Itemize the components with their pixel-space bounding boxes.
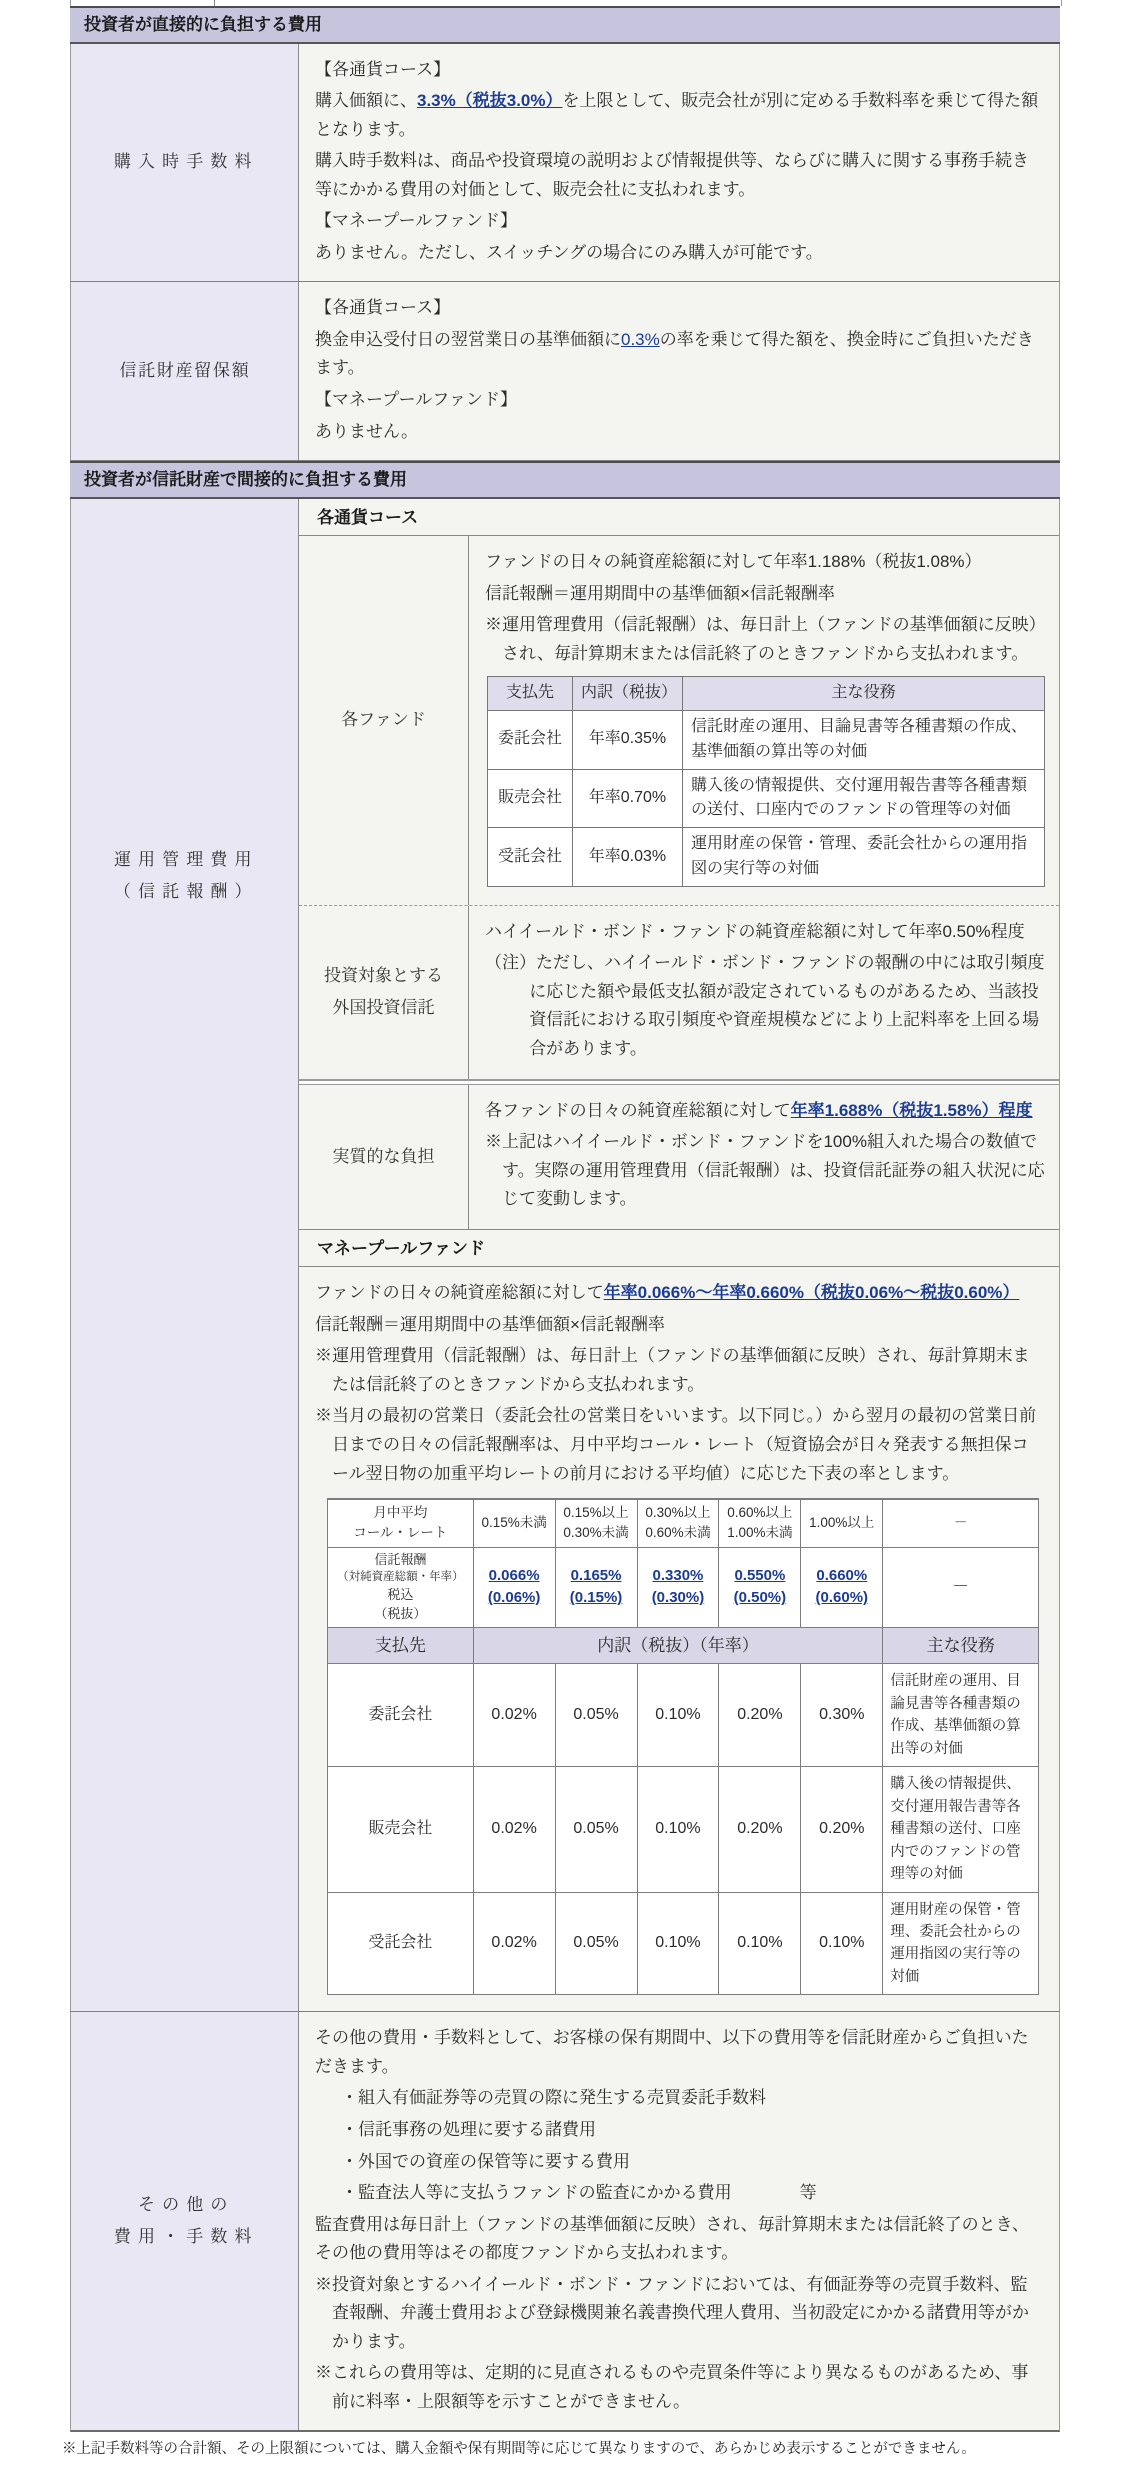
- table-row-itaku: [488, 711, 1045, 770]
- subrow-label-each-fund: [299, 536, 469, 905]
- paragraph-other-note2: ※これらの費用等は、定期的に見直されるものや売買条件等により異なるものがあるため、事前に料率・上限額等を示すことができません。: [315, 2363, 1029, 2411]
- column-header-payee: 支払先: [328, 1627, 474, 1664]
- text: 0.15%未満: [481, 1515, 547, 1531]
- text: 0.30%未満: [563, 1525, 629, 1541]
- subheading-currency-course: 【各通貨コース】: [315, 298, 451, 318]
- paragraph-mp-note1: ※運用管理費用（信託報酬）は、毎日計上（ファンドの基準価額に反映）され、毎計算期末または信託終了のときファンドから支払われます。: [315, 1346, 1030, 1394]
- text: 1.00%未満: [727, 1525, 793, 1541]
- paragraph-foreign-rate: ハイイールド・ボンド・ファンドの純資産総額に対して年率0.50%程度: [485, 921, 1025, 941]
- subrow-label-text: 各ファンド: [341, 710, 426, 730]
- rate-cell: 0.05%: [555, 1892, 637, 1995]
- payee-cell: 受託会社: [488, 828, 573, 887]
- text: (0.06%): [487, 1589, 541, 1607]
- rate-cell: 年率0.35%: [572, 711, 682, 770]
- row-content-other-fees: [299, 2012, 1059, 2430]
- row-purchase-fee: [70, 44, 1060, 283]
- payee-cell: 委託会社: [488, 711, 573, 770]
- text: (0.60%): [815, 1589, 869, 1607]
- table-row-hanbai: [488, 769, 1045, 828]
- emphasized-reserve-rate: 0.3%: [621, 329, 660, 349]
- subheading-money-pool: 【マネープールファンド】: [315, 389, 517, 409]
- subheading-currency-course: 【各通貨コース】: [315, 59, 451, 79]
- subrow-label-text: 外国投資信託: [332, 998, 435, 1018]
- text: の率を乗じて得た額を、換金時にご負担いただきます。: [315, 329, 1034, 378]
- row-management-fee: [70, 499, 1060, 2013]
- paragraph-reserve-none: ありません。: [315, 421, 419, 441]
- row-content-trust-reserve: [299, 282, 1059, 460]
- row-label-text: 購入時手数料: [113, 152, 259, 172]
- subrow-content-each-fund: [469, 536, 1059, 905]
- text: 0.30%以上: [645, 1505, 711, 1521]
- dash-cell: －: [883, 1499, 1039, 1547]
- text: （対純資産総額・年率）: [337, 1571, 464, 1584]
- text: 換金申込受付日の翌営業日の基準価額に: [315, 329, 621, 349]
- table-row-jutaku: [488, 828, 1045, 887]
- row-label-purchase-fee: [71, 44, 299, 282]
- paragraph-purchase-purpose: 購入時手数料は、商品や投資環境の説明および情報提供等、ならびに購入に関する事務手続き等にかかる費用の対価として、販売会社に支払われます。: [315, 151, 1029, 199]
- emphasized-actual-rate: 年率1.688%（税抜1.58%）程度: [790, 1100, 1033, 1120]
- text: コール・レート: [353, 1525, 448, 1541]
- emphasized-mp-rate: 年率0.066%～年率0.660%（税抜0.06%～税抜0.60%）: [603, 1283, 1020, 1303]
- paragraph-actual-note: ※上記はハイイールド・ボンド・ファンドを100%組入れた場合の数値です。実際の運用管理費用（信託報酬）は、投資信託証券の組入状況に応じて変動します。: [485, 1132, 1045, 1209]
- paragraph-fund-rate: ファンドの日々の純資産総額に対して年率1.188%（税抜1.08%）: [485, 552, 982, 572]
- paragraph-mp-formula: 信託報酬＝運用期間中の基準価額×信託報酬率: [315, 1314, 665, 1334]
- rate-cell: 0.10%: [719, 1892, 801, 1995]
- table-row-itaku: [328, 1664, 1039, 1767]
- call-rate-header-row: [328, 1499, 1039, 1547]
- money-pool-content: [299, 1267, 1059, 2011]
- text: 税込: [387, 1587, 414, 1603]
- paragraph-fund-formula: 信託報酬＝運用期間中の基準価額×信託報酬率: [485, 583, 835, 603]
- text: 0.550%: [734, 1566, 786, 1584]
- column-header-breakdown: 内訳（税抜）（年率）: [473, 1627, 883, 1664]
- paragraph-purchase-none: ありません。ただし、スイッチングの場合にのみ購入が可能です。: [315, 242, 823, 262]
- bullet-foreign-custody-cost: ・外国での資産の保管等に要する費用: [341, 2151, 630, 2171]
- column-header-role: 主な役務: [883, 1627, 1039, 1664]
- paragraph-other-note1: ※投資対象とするハイイールド・ボンド・ファンドにおいては、有価証券等の売買手数料、監査報酬、弁護士費用および登録機関兼名義書換代理人費用、当初設定にかかる諸費用等がかかります。: [315, 2274, 1029, 2351]
- subrow-foreign-trust: [299, 905, 1059, 1079]
- role-cell: 運用財産の保管・管理、委託会社からの運用指図の実行等の対価: [682, 828, 1044, 887]
- paragraph-actual-rate: [485, 1097, 1045, 1126]
- call-rate-band-cell: [719, 1499, 801, 1547]
- role-cell: 信託財産の運用、目論見書等各種書類の作成、基準価額の算出等の対価: [883, 1664, 1039, 1767]
- text: 0.330%: [652, 1566, 704, 1584]
- fees-table: [70, 6, 1060, 2432]
- rate-cell: 0.02%: [473, 1767, 555, 1892]
- payee-cell: 委託会社: [328, 1664, 474, 1767]
- row-label-management-fee: [71, 499, 299, 2012]
- subrow-label-text: 投資対象とする: [324, 965, 443, 985]
- paragraph-reserve-rate: [315, 326, 1043, 383]
- dash-cell: －: [883, 1547, 1039, 1627]
- row-label-trust-reserve: [71, 282, 299, 460]
- call-rate-band-cell: [555, 1499, 637, 1547]
- fee-value-cell: [719, 1547, 801, 1627]
- row-label-text: 運用管理費用: [113, 849, 259, 869]
- payee-cell: 販売会社: [328, 1767, 474, 1892]
- fee-value-cell: [555, 1547, 637, 1627]
- rate-cell: 0.30%: [801, 1664, 883, 1767]
- payee-cell: 販売会社: [488, 769, 573, 828]
- row-trust-reserve: [70, 282, 1060, 461]
- text: ファンドの日々の純資産総額に対して: [315, 1283, 604, 1303]
- text: 信託報酬: [374, 1551, 427, 1567]
- table-top-remnant: [70, 0, 1062, 6]
- emphasized-purchase-rate: 3.3%（税抜3.0%）: [417, 91, 563, 111]
- fee-value-cell: [801, 1547, 883, 1627]
- text: (0.50%): [733, 1589, 787, 1607]
- divider: [214, 0, 215, 6]
- call-rate-label-cell: [328, 1499, 474, 1547]
- text: 0.660%: [816, 1566, 868, 1584]
- text: 1.00%以上: [809, 1515, 875, 1531]
- subrow-label-text: 実質的な負担: [332, 1146, 435, 1166]
- money-pool-rate-table: [327, 1498, 1039, 1995]
- column-header-role: 主な役務: [682, 677, 1044, 711]
- text: 0.15%以上: [563, 1505, 629, 1521]
- rate-cell: 年率0.70%: [572, 769, 682, 828]
- row-label-text: 費用・手数料: [113, 2227, 259, 2247]
- section-header-direct-fees: 投資者が直接的に負担する費用: [70, 6, 1060, 44]
- rate-cell: 0.10%: [801, 1892, 883, 1995]
- rate-cell: 0.05%: [555, 1767, 637, 1892]
- text: 購入価額に、: [315, 91, 417, 111]
- paragraph-mp-rate: [315, 1279, 1043, 1308]
- paragraph-other-audit: 監査費用は毎日計上（ファンドの基準価額に反映）され、毎計算期末または信託終了のとき、その他の費用等はその都度ファンドから支払われます。: [315, 2214, 1029, 2263]
- call-rate-band-cell: [801, 1499, 883, 1547]
- payee-cell: 受託会社: [328, 1892, 474, 1995]
- text: 各ファンドの日々の純資産総額に対して: [485, 1100, 791, 1120]
- section-header-indirect-fees: 投資者が信託財産で間接的に負担する費用: [70, 461, 1060, 499]
- text: 0.165%: [570, 1566, 622, 1584]
- rate-cell: 0.10%: [637, 1892, 719, 1995]
- text: 0.60%未満: [645, 1525, 711, 1541]
- subsection-header-currency-course: 各通貨コース: [299, 499, 1059, 537]
- row-label-text: 信託財産留保額: [119, 361, 251, 381]
- trust-fee-value-row: [328, 1547, 1039, 1627]
- subrow-label-actual-burden: [299, 1085, 469, 1229]
- call-rate-band-cell: [637, 1499, 719, 1547]
- rate-cell: 0.02%: [473, 1892, 555, 1995]
- text: を上限として、販売会社が別に定める手数料率を乗じて得た額となります。: [315, 91, 1039, 139]
- subheading-money-pool: 【マネープールファンド】: [315, 211, 517, 231]
- paragraph-mp-note2: ※当月の最初の営業日（委託会社の営業日をいいます。以下同じ。）から翌月の最初の営業日前日までの日々の信託報酬率は、月中平均コール・レート（短資協会が日々発表する無担保コール翌日物の加重平均レートの前月における平均値）に応じた下表の率とします。: [315, 1406, 1037, 1483]
- rate-cell: 0.20%: [719, 1664, 801, 1767]
- rate-cell: 0.10%: [637, 1664, 719, 1767]
- rate-cell: 年率0.03%: [572, 828, 682, 887]
- table-row-jutaku: [328, 1892, 1039, 1995]
- paragraph-foreign-note: （注）ただし、ハイイールド・ボンド・ファンドの報酬の中には取引頻度に応じた額や最低支払額が設定されているものがあるため、当該投資信託における取引頻度や資産規模などにより上記料率を上回る場合があります。: [485, 953, 1045, 1059]
- subrow-actual-burden: [299, 1085, 1059, 1229]
- page-footnote: ※上記手数料等の合計額、その上限額については、購入金額や保有期間等に応じて異なりますので、あらかじめ表示することができません。: [62, 2441, 976, 2458]
- bullet-trust-admin-cost: ・信託事務の処理に要する諸費用: [341, 2120, 596, 2140]
- row-content-purchase-fee: [299, 44, 1059, 282]
- paragraph-purchase-cap: [315, 87, 1043, 144]
- subrow-each-fund: [299, 536, 1059, 905]
- row-other-fees: [70, 2012, 1060, 2432]
- fee-value-cell: [637, 1547, 719, 1627]
- rate-cell: 0.20%: [719, 1767, 801, 1892]
- text: (0.30%): [651, 1589, 705, 1607]
- role-cell: 購入後の情報提供、交付運用報告書等各種書類の送付、口座内でのファンドの管理等の対価: [883, 1767, 1039, 1892]
- payee-table-header-row: [328, 1627, 1039, 1664]
- row-label-other-fees: [71, 2012, 299, 2430]
- column-header-breakdown: 内訳（税抜）: [572, 677, 682, 711]
- fund-fee-breakdown-table: [487, 676, 1045, 887]
- bullet-brokerage-fee: ・組入有価証券等の売買の際に発生する売買委託手数料: [341, 2088, 766, 2108]
- table-row-hanbai: [328, 1767, 1039, 1892]
- role-cell: 運用財産の保管・管理、委託会社からの運用指図の実行等の対価: [883, 1892, 1039, 1995]
- rate-cell: 0.10%: [637, 1767, 719, 1892]
- subrow-label-foreign-trust: [299, 906, 469, 1079]
- subrow-content-foreign-trust: [469, 906, 1059, 1079]
- text: 0.066%: [488, 1566, 540, 1584]
- trust-fee-label-cell: [328, 1547, 474, 1627]
- text: （税抜）: [374, 1605, 427, 1621]
- row-content-management-fee: [299, 499, 1059, 2012]
- text: (0.15%): [569, 1589, 623, 1607]
- rate-cell: 0.05%: [555, 1664, 637, 1767]
- rate-cell: 0.02%: [473, 1664, 555, 1767]
- call-rate-band-cell: [473, 1499, 555, 1547]
- row-label-text: （信託報酬）: [113, 881, 259, 901]
- rate-cell: 0.20%: [801, 1767, 883, 1892]
- text: 0.60%以上: [727, 1505, 793, 1521]
- fee-value-cell: [473, 1547, 555, 1627]
- paragraph-fund-note: ※運用管理費用（信託報酬）は、毎日計上（ファンドの基準価額に反映）され、毎計算期末または信託終了のときファンドから支払われます。: [485, 615, 1038, 663]
- subrow-content-actual-burden: [469, 1085, 1059, 1229]
- row-label-text: その他の: [138, 2195, 235, 2215]
- role-cell: 購入後の情報提供、交付運用報告書等各種書類の送付、口座内でのファンドの管理等の対価: [682, 769, 1044, 828]
- bullet-audit-cost: ・監査法人等に支払うファンドの監査にかかる費用 等: [341, 2183, 817, 2203]
- table-header-row: [488, 677, 1045, 711]
- text: 月中平均: [373, 1505, 428, 1521]
- column-header-payee: 支払先: [488, 677, 573, 711]
- paragraph-other-intro: その他の費用・手数料として、お客様の保有期間中、以下の費用等を信託財産からご負担いただきます。: [315, 2028, 1029, 2076]
- role-cell: 信託財産の運用、目論見書等各種書類の作成、基準価額の算出等の対価: [682, 711, 1044, 770]
- subsection-header-money-pool: マネープールファンド: [299, 1229, 1059, 1268]
